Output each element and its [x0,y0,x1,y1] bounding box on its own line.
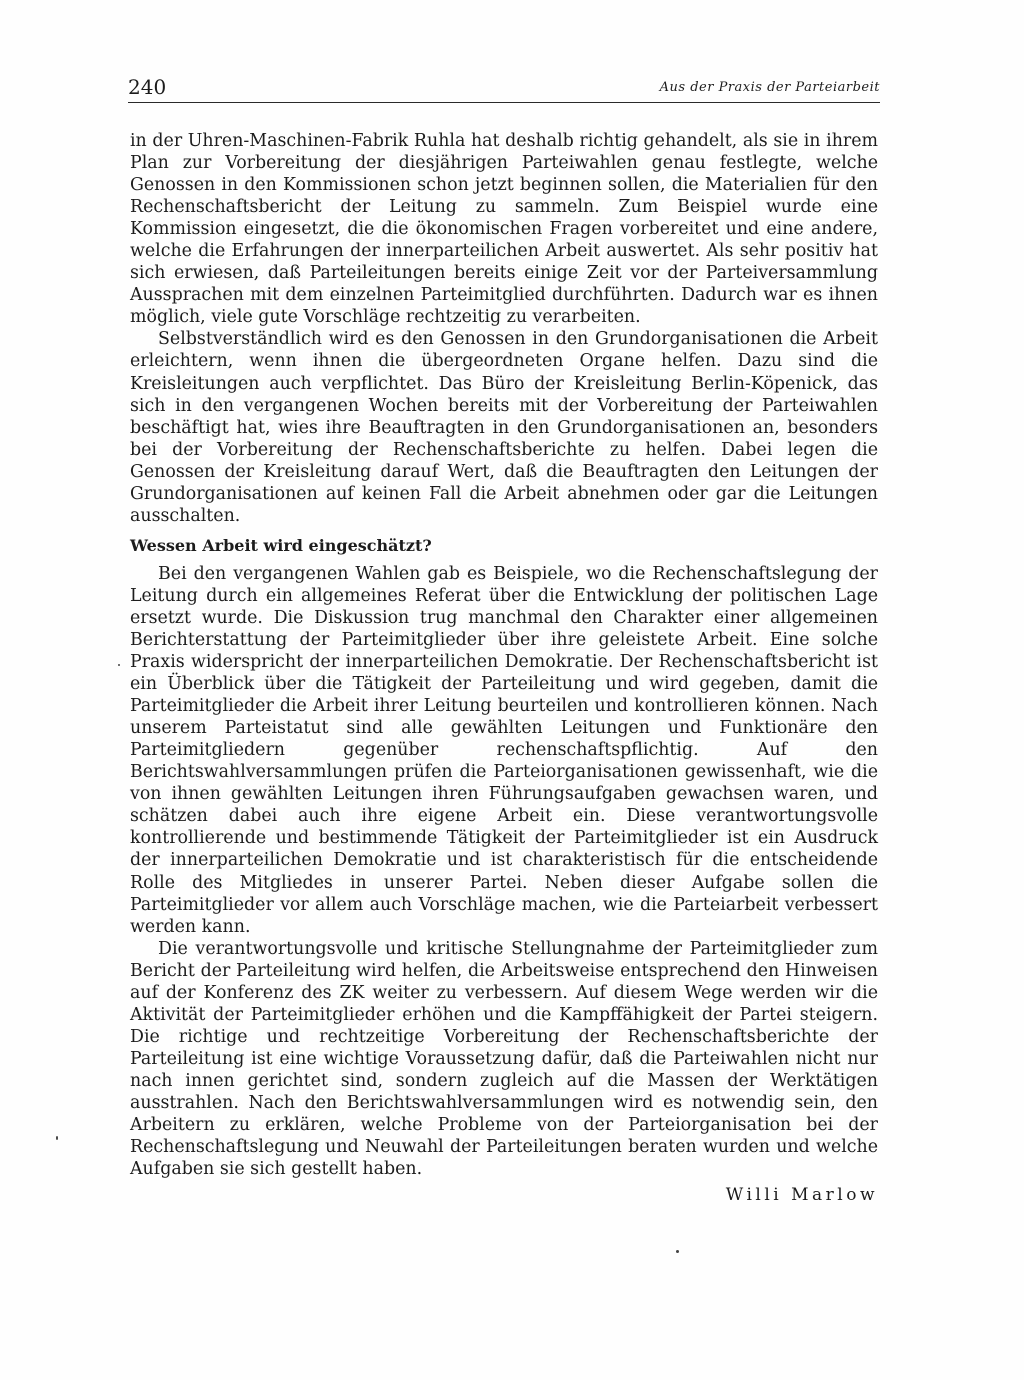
paragraph-1: in der Uhren-Maschinen-Fabrik Ruhla hat deshalb richtig gehandelt, als sie in ihrem Plan zur Vorbereitung der diesjährigen Parteiwahlen genau festlegte, welche Genossen in den Kommissionen schon jetzt beginnen sollen, die Materialien für den Rechenschaftsbericht der Leitung zu sammeln. Zum Beispiel wurde eine Kommission eingesetzt, die die ökonomischen Fragen vorbereitet und eine andere, welche die Erfahrungen der innerparteilichen Arbeit auswertet. Als sehr positiv hat sich erwiesen, daß Parteileitungen bereits einige Zeit vor der Parteiversammlung Aussprachen mit dem einzelnen Parteimitglied durchführten. Dadurch war es ihnen möglich, viele gute Vorschläge rechtzeitig zu verarbeiten. [130,131,878,328]
section-heading: Wessen Arbeit wird eingeschätzt? [130,535,432,555]
page-number: 240 [128,75,167,99]
print-speck [676,1250,679,1253]
page-header [128,74,880,103]
paragraph-3: Bei den vergangenen Wahlen gab es Beispiele, wo die Rechenschaftslegung der Leitung durch ein allgemeines Referat über die Entwicklung der politischen Lage ersetzt wurde. Die Diskussion trug manchmal den Charakter einer allgemeinen Berichterstattung der Parteimitglieder über ihre geleistete Arbeit. Eine solche Praxis widerspricht der innerparteilichen Demokratie. Der Rechenschaftsbericht ist ein Überblick über die Tätigkeit der Parteileitung und wird gegeben, damit die Parteimitglieder die Arbeit ihrer Leitung beurteilen und kontrollieren können. Nach unserem Parteistatut sind alle gewählten Leitungen und Funktionäre den Parteimitgliedern gegenüber rechenschaftspflichtig. Auf den Berichtswahlversammlungen prüfen die Parteiorganisationen gewissenhaft, wie die von ihnen gewählten Leitungen ihren Führungsaufgaben gewachsen waren, und schätzen dabei auch ihre eigene Arbeit ein. Diese verantwortungsvolle kontrollierende und bestimmende Tätigkeit der Parteimitglieder ist ein Ausdruck der innerparteilichen Demokratie und ist charakteristisch für die entscheidende Rolle des Mitgliedes in unserer Partei. Neben dieser Aufgabe sollen die Parteimitglieder vor allem auch Vorschläge machen, wie die Parteiarbeit verbessert werden kann. [130,563,878,937]
article-body [130,130,878,1206]
paragraph-4: Die verantwortungsvolle und kritische Stellungnahme der Parteimitglieder zum Bericht der Parteileitung wird helfen, die Arbeitsweise entsprechend den Hinweisen auf der Konferenz des ZK weiter zu verbessern. Auf diesem Wege werden wir die Aktivität der Parteimitglieder erhöhen und die Kampffähigkeit der Partei steigern. Die richtige und rechtzeitige Vorbereitung der Rechenschaftsberichte der Parteileitung ist eine wichtige Voraussetzung dafür, daß die Parteiwahlen nicht nur nach innen gerichtet sind, sondern zugleich auf die Massen der Werktätigen ausstrahlen. Nach den Berichtswahlversammlungen wird es notwendig sein, den Arbeitern zu erklären, welche Probleme von der Parteiorganisation bei der Rechenschaftslegung und Neuwahl der Parteileitungen beraten wurden und welche Aufgaben sie sich gestellt haben. [130,938,878,1180]
print-speck [56,1136,58,1140]
running-head: Aus der Praxis der Parteiarbeit [659,80,880,95]
print-speck [118,664,120,666]
author-signature: Willi Marlow [725,1185,878,1206]
paragraph-2: Selbstverständlich wird es den Genossen in den Grundorganisationen die Arbeit erleichtern, wenn ihnen die übergeordneten Organe helfen. Dazu sind die Kreisleitungen auch verpflichtet. Das Büro der Kreisleitung Berlin-Köpenick, das sich in den vergangenen Wochen bereits mit der Vorbereitung der Parteiwahlen beschäftigt hat, wies ihre Beauftragten in den Grundorganisationen an, besonders bei der Vorbereitung der Rechenschaftsberichte zu helfen. Dabei legen die Genossen der Kreisleitung darauf Wert, daß die Beauftragten den Leitungen der Grundorganisationen auf keinen Fall die Arbeit abnehmen oder gar die Leitungen ausschalten. [130,329,878,526]
